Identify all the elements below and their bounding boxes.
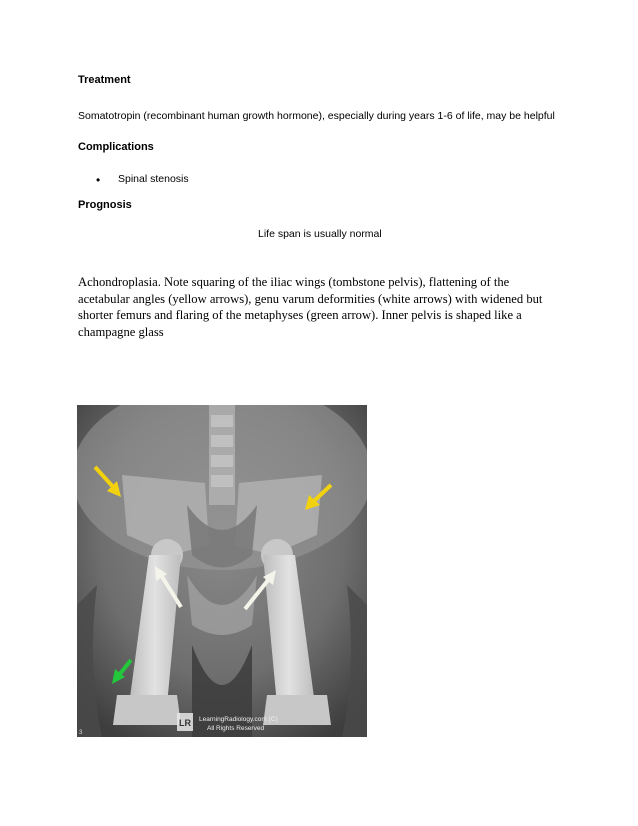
watermark-line2: All Rights Reserved [207, 725, 265, 732]
figure-caption: Achondroplasia. Note squaring of the iliac wings (tombstone pelvis), flattening of the acetabular angles (yellow arrows), genu varum deformities (white arrows) with widened but shorter femurs and flaring of the metaphyses (green arrow). Inner pelvis is shaped like a champagne glass [78, 275, 543, 339]
xray-image [77, 405, 367, 737]
complications-list [96, 171, 189, 189]
complications-heading: Complications [78, 141, 154, 153]
prognosis-text: Life span is usually normal [258, 228, 382, 240]
bullet-icon: • [96, 173, 101, 187]
complication-item: Spinal stenosis [118, 173, 189, 185]
watermark-line1: LearningRadiology.com (C) [199, 716, 278, 723]
prognosis-heading: Prognosis [78, 199, 132, 211]
logo-text: LR [179, 718, 191, 728]
treatment-heading: Treatment [78, 74, 131, 86]
treatment-text: Somatotropin (recombinant human growth hormone), especially during years 1-6 of life, may be helpful [78, 110, 555, 122]
corner-number: 3 [79, 730, 83, 736]
